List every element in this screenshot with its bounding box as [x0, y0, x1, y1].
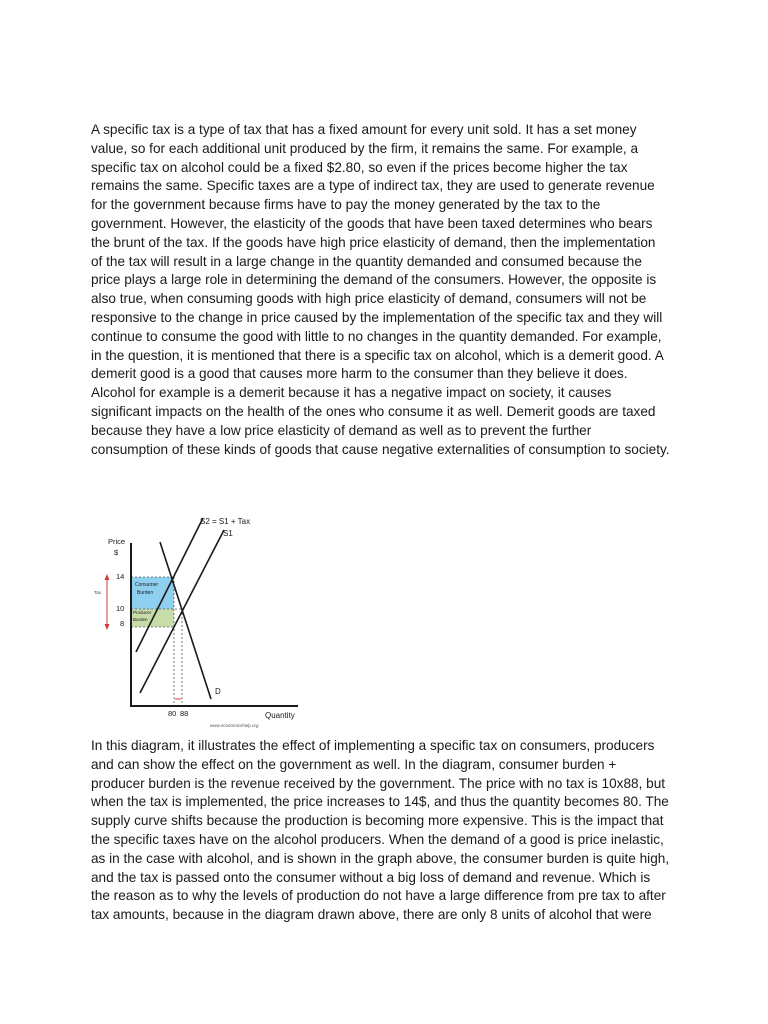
tax-incidence-diagram	[94, 510, 310, 732]
paragraph2-line: producer burden is the revenue received by the government. The price with no tax is 10x88, but	[91, 775, 666, 791]
supply-label: S1	[223, 529, 233, 538]
paragraph1-line: significant impacts on the health of the ones who consume it as well. Demerit goods are taxed	[91, 403, 656, 419]
tax-arrow-head-up	[105, 574, 110, 580]
paragraph2-line: when the tax is implemented, the price increases to 14$, and thus the quantity becomes 80. The	[91, 794, 669, 810]
paragraph1-line: value, so for each additional unit produced by the firm, it remains the same. For example, a	[91, 140, 639, 156]
paragraph2-line: supply curve shifts because the production is becoming more expensive. This is the impact that	[91, 813, 664, 829]
price-tick-10: 10	[116, 604, 125, 613]
x-axis-label: Quantity	[265, 711, 295, 720]
paragraph1-line: Alcohol for example is a demerit because it has a negative impact on society, it causes	[91, 385, 612, 401]
producer-burden-label-1: Producer	[133, 610, 152, 615]
paragraph2-line: the reason as to why the levels of production do not have a large difference from pre tax to after	[91, 888, 666, 904]
quantity-tick-88: 88	[180, 709, 189, 718]
paragraph1-line: also true, when consuming goods with high price elasticity of demand, consumers will not be	[91, 291, 647, 307]
paragraph-specific-tax	[91, 121, 683, 459]
supply-after-tax-label: S2 = S1 + Tax	[200, 517, 251, 526]
paragraph1-line: continue to consume the good with little to no changes in the quantity demanded. For example,	[91, 328, 662, 344]
paragraph1-line: of the tax will result in a large change in the quantity demanded and consumed because the	[91, 253, 642, 269]
producer-burden-label-2: Burden	[133, 617, 148, 622]
demand-label: D	[215, 687, 221, 696]
y-axis-unit: $	[114, 548, 119, 557]
tax-label: Tax	[94, 590, 102, 595]
tax-arrow-head-down	[105, 624, 110, 630]
quantity-tick-80: 80	[168, 709, 177, 718]
paragraph1-line: specific tax on alcohol could be a fixed $2.80, so even if the prices become higher the tax	[91, 159, 628, 175]
paragraph1-line: government. However, the elasticity of the goods that have been taxed determines who bears	[91, 215, 653, 231]
consumer-burden-label-2: Burden	[137, 590, 154, 596]
paragraph1-line: for the government because firms have to pay the money generated by the tax to the	[91, 197, 601, 213]
paragraph-diagram-explanation	[91, 737, 683, 925]
y-axis-label: Price	[108, 537, 126, 546]
price-tick-14: 14	[116, 572, 125, 581]
paragraph2-line: the specific taxes have on the alcohol producers. When the demand of a good is price inelastic,	[91, 831, 664, 847]
paragraph2-line: and can show the effect on the government as well. In the diagram, consumer burden +	[91, 756, 617, 772]
paragraph2-line: tax amounts, because in the diagram drawn above, there are only 8 units of alcohol that were	[91, 907, 652, 923]
paragraph1-line: because they have a low price elasticity of demand as well as to prevent the further	[91, 422, 592, 438]
source-credit: www.economicshelp.org	[210, 723, 259, 728]
paragraph2-line: and the tax is passed onto the consumer without a big loss of demand and revenue. Which is	[91, 869, 651, 885]
paragraph1-line: responsive to the change in price caused by the implementation of the specific tax and they will	[91, 309, 663, 325]
paragraph1-line: remains the same. Specific taxes are a type of indirect tax, they are used to generate revenue	[91, 178, 655, 194]
paragraph1-line: consumption of these kinds of goods that cause negative externalities of consumption to society.	[91, 441, 670, 457]
paragraph1-line: price plays a large role in determining the demand of the consumers. However, the opposite is	[91, 272, 657, 288]
price-tick-8: 8	[120, 619, 125, 628]
paragraph1-line: in the question, it is mentioned that there is a specific tax on alcohol, which is a demerit good. A	[91, 347, 664, 363]
paragraph1-line: A specific tax is a type of tax that has a fixed amount for every unit sold. It has a set money	[91, 122, 637, 137]
paragraph1-line: the brunt of the tax. If the goods have high price elasticity of demand, then the implementation	[91, 234, 656, 250]
paragraph1-line: demerit good is a good that causes more harm to the consumer than they believe it does.	[91, 366, 628, 382]
paragraph2-line: as in the case with alcohol, and is shown in the graph above, the consumer burden is quite high,	[91, 850, 670, 866]
consumer-burden-label-1: Consumer	[135, 582, 159, 588]
tax-diagram-svg	[94, 510, 310, 732]
paragraph2-line: In this diagram, it illustrates the effect of implementing a specific tax on consumers, producers	[91, 738, 655, 753]
